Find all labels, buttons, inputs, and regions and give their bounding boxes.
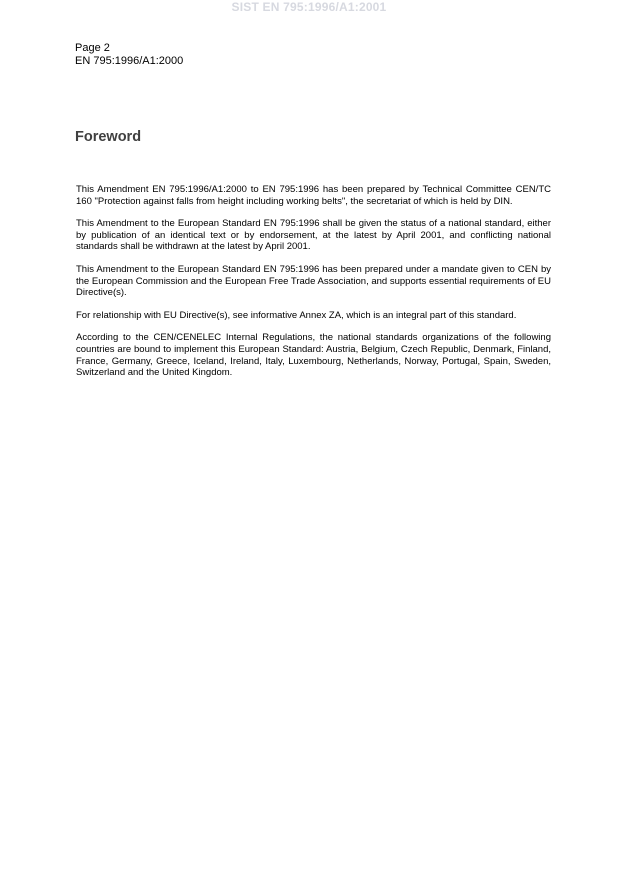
paragraph: This Amendment EN 795:1996/A1:2000 to EN 795:1996 has been prepared by Technical Committee CEN/TC 160 "Protection against falls from height including working belts", the secretariat of which is held by DIN. [76, 184, 551, 207]
foreword-body [76, 184, 551, 390]
paragraph: According to the CEN/CENELEC Internal Regulations, the national standards organizations of the following countries are bound to implement this European Standard: Austria, Belgium, Czech Republic, Denmark, Finland, France, Germany, Greece, Iceland, Ireland, Italy, Luxembourg, Netherlands, Norway, Portugal, Spain, Sweden, Switzerland and the United Kingdom. [76, 332, 551, 379]
section-title: Foreword [75, 129, 142, 145]
paragraph: This Amendment to the European Standard EN 795:1996 shall be given the status of a national standard, either by publication of an identical text or by endorsement, at the latest by April 2001, and conflicting national standards shall be withdrawn at the latest by April 2001. [76, 218, 551, 253]
paragraph: This Amendment to the European Standard EN 795:1996 has been prepared under a mandate given to CEN by the European Commission and the European Free Trade Association, and supports essential requirements of EU Directive(s). [76, 263, 551, 299]
document-id: EN 795:1996/A1:2000 [75, 55, 184, 67]
page-header [75, 42, 183, 68]
watermark: SIST EN 795:1996/A1:2001 [231, 0, 387, 14]
page-number: Page 2 [75, 42, 110, 54]
paragraph: For relationship with EU Directive(s), see informative Annex ZA, which is an integral part of this standard. [76, 309, 517, 321]
